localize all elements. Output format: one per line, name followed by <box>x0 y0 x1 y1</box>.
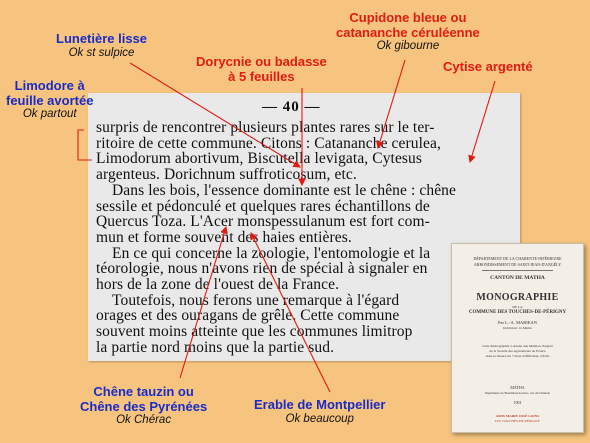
label-chene-note: Ok Chérac <box>116 414 172 427</box>
scan-text-line: souvent moins atteinte que les communes limitrop <box>96 323 413 341</box>
scan-text-line: ritoire de cette commune. Citons : Catananche cerulea, <box>96 134 441 152</box>
label-dorycnie-name-1: Dorycnie ou badasse <box>196 54 327 69</box>
label-limodore <box>6 79 93 121</box>
label-chene-name-1: Chêne tauzin ou <box>93 384 194 399</box>
cover-year: 1901 <box>513 400 522 405</box>
cover-description-3: dans sa Séance du 7 mars d'affiliation, à Paris <box>485 354 550 358</box>
scan-text-line: Toutefois, nous ferons une remarque à l'égard <box>112 291 400 309</box>
label-cupidone-name-1: Cupidone bleue ou <box>349 10 467 25</box>
label-cupidone-name-2: catananche céruléenne <box>336 24 480 40</box>
cover-description-2: de la Société des Agriculteurs de France <box>489 349 546 353</box>
cover-author-role: Instituteur en Matha <box>503 326 532 330</box>
label-cytise <box>443 60 533 75</box>
label-chene-tauzin <box>80 385 207 427</box>
cover-title: MONOGRAPHIE <box>476 292 559 303</box>
cover-commune: COMMUNE DES TOUCHES-DE-PÉRIGNY <box>468 310 567 315</box>
label-lunetiere-name: Lunetière lisse <box>56 31 148 46</box>
scan-text-line: hors de la zone de l'ouest de la France. <box>96 276 340 293</box>
scan-text-line: Quercus Toza. L'Acer monspessulanum est fort com- <box>96 213 430 231</box>
label-lunetiere-note: Ok st sulpice <box>68 46 135 59</box>
label-lunetiere-lisse <box>56 32 147 59</box>
label-cytise-name: Cytise argenté <box>443 59 533 74</box>
scan-text-line: argenteus. Dorichnum suffroticosum, etc. <box>96 166 357 184</box>
label-erable-name: Erable de Montpellier <box>254 397 386 412</box>
label-limodore-name-2: feuille avortée <box>6 92 94 108</box>
cover-divider <box>482 270 553 271</box>
label-erable <box>254 398 385 425</box>
cover-de-la: DE LA <box>512 305 523 309</box>
cover-printer: Imprimerie de Bouillaud-Leclerc, rue du Château <box>484 391 551 395</box>
label-dorycnie <box>196 55 327 84</box>
cover-city: MATHA <box>510 385 525 390</box>
scan-text-line: En ce qui concerne la zoologie, l'entomologie et la <box>112 244 431 262</box>
cover-arrondissement: ARRONDISSEMENT DE SAINT-JEAN-D'ANGÉLY <box>473 262 562 267</box>
scan-text-line: Limodorum abortivum, Biscutella levigata, Cytesus <box>96 150 423 168</box>
label-cupidone <box>336 11 480 53</box>
label-limodore-note: Ok partout <box>22 108 77 121</box>
cover-stamp-line-1: AMIS MARIE JOSÉ LIONS <box>495 414 540 418</box>
scan-text-line: Dans les bois, l'essence dominante est le chêne : chêne <box>112 181 457 199</box>
label-cupidone-note: Ok gibourne <box>376 40 440 53</box>
cover-author: Par L.-A. MARIEAN <box>498 320 537 325</box>
page-number: — 40 — <box>262 99 321 115</box>
monograph-cover <box>451 243 584 433</box>
label-chene-name-2: Chêne des Pyrénées <box>80 398 208 414</box>
cover-description-1: Cette Monographie a obtenu une Mention d'argent <box>482 344 553 348</box>
scan-text-line: la partie nord moins que la partie sud. <box>96 338 335 356</box>
scan-text-line: sessile et pédonculé et quelques rares échantillons de <box>96 197 430 215</box>
cover-department: DÉPARTEMENT DE LA CHARENTE-INFÉRIEURE <box>473 256 562 261</box>
scan-text-line: téorologie, nous n'avons rien de spécial à signaler en <box>96 260 428 278</box>
label-dorycnie-name-2: à 5 feuilles <box>228 68 295 84</box>
scan-text-line: orages et des ouragans de grêle. Cette commune <box>96 307 400 325</box>
cover-canton: CANTON DE MATHA <box>490 275 545 281</box>
scan-text-line: surpris de rencontrer plusieurs plantes rares sur le ter- <box>96 119 435 136</box>
label-erable-note: Ok beaucoup <box>285 412 354 425</box>
label-limodore-name-1: Limodore à <box>14 78 85 93</box>
cover-stamp-line-2: LES TOUCHES-DE-PÉRIGNY <box>494 419 541 423</box>
scan-text-line: mun et forme souvent des haies entières. <box>96 228 352 246</box>
